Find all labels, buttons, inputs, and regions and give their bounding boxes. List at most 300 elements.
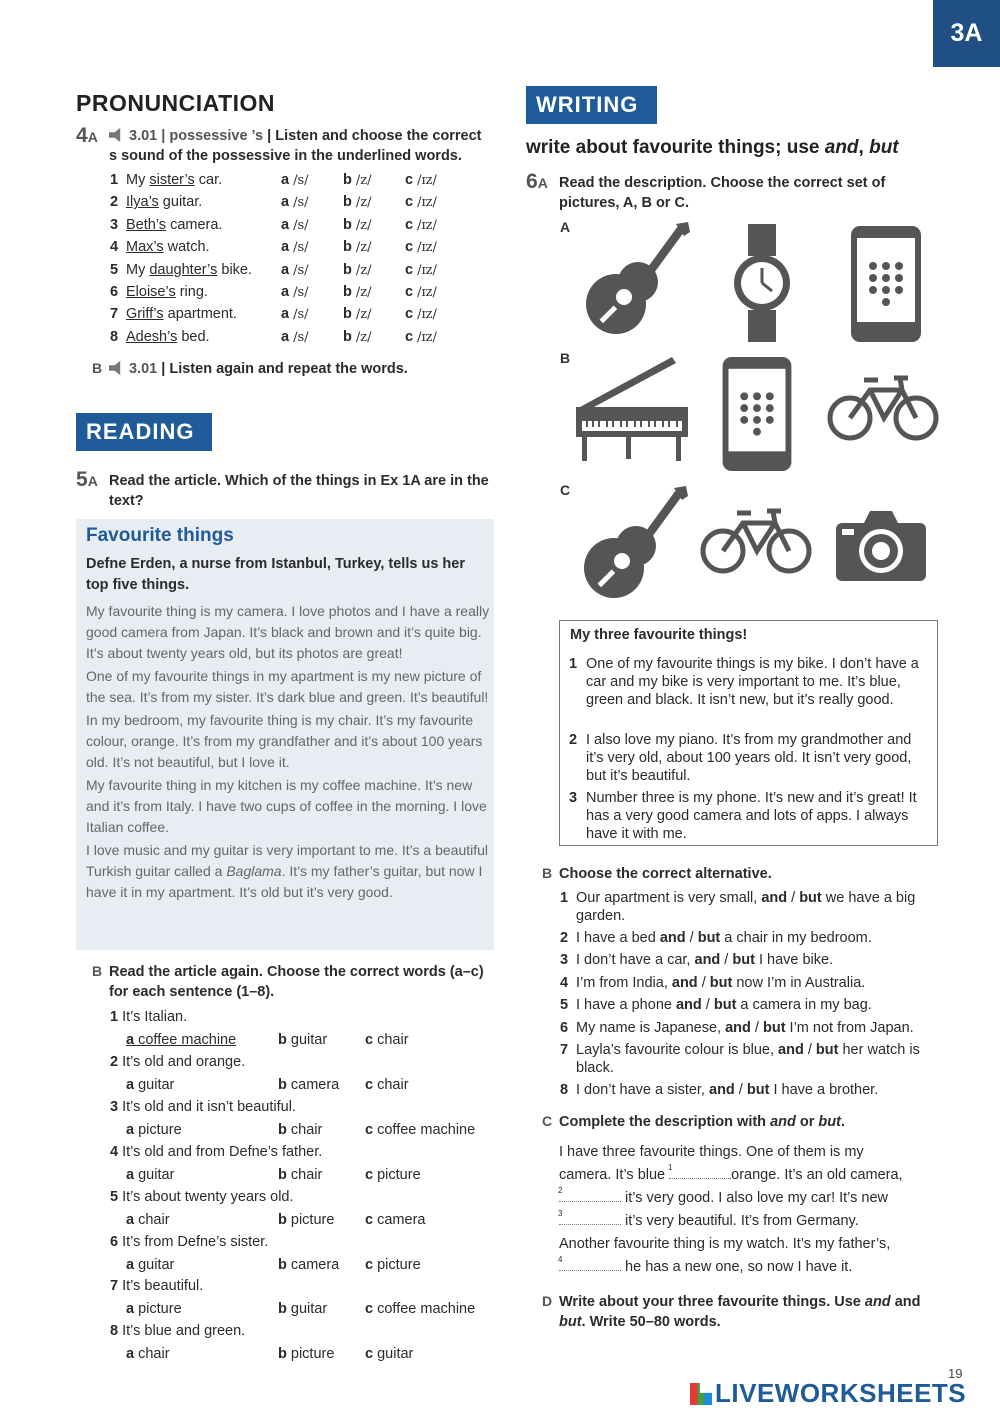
guitar-icon: [580, 222, 692, 344]
answer-option-b[interactable]: [278, 1074, 339, 1096]
option-word: guitar: [138, 1166, 175, 1183]
page-number: 19: [948, 1366, 963, 1381]
ex5b-instruction: Read the article again. Choose the correct words (a–c) for each sentence (1–8).: [109, 964, 484, 1000]
choice-and[interactable]: and: [778, 1042, 804, 1058]
option-word: chair: [138, 1346, 170, 1363]
option-c[interactable]: [405, 169, 437, 192]
ex4b-letter: B: [92, 360, 103, 376]
camera-icon: [836, 509, 926, 581]
choice-separator: /: [685, 930, 698, 946]
item-sentence: [576, 951, 940, 969]
sentence-post: I have bike.: [754, 952, 834, 968]
cloze-line: 2 it’s very good. I also love my car! It’s new: [558, 1186, 889, 1206]
option-c[interactable]: [405, 236, 437, 259]
item-number: 2: [560, 930, 569, 946]
answer-option-c[interactable]: [365, 1119, 475, 1141]
alternative-item: [560, 996, 940, 1014]
ex6b-letter: B: [542, 865, 553, 881]
option-letter: c: [365, 1346, 374, 1363]
option-letter: b: [343, 284, 352, 300]
answer-option-a[interactable]: [126, 1119, 182, 1141]
phrase-post: bed.: [177, 328, 210, 345]
option-letter: a: [126, 1076, 135, 1093]
choice-but[interactable]: but: [746, 1082, 770, 1098]
option-word: camera: [377, 1211, 426, 1228]
picture-set-label: C: [560, 482, 571, 498]
option-letter: c: [365, 1166, 374, 1183]
ex6a-instruction: Read the description. Choose the correct set of pictures, A, B or C.: [559, 175, 886, 211]
sentence-pre: I’m from India,: [576, 975, 672, 991]
sentence-pre: Our apartment is very small,: [576, 890, 762, 906]
article-paragraph: I love music and my guitar is very important to me. It’s a beautiful Turkish guitar called a Baglama. It’s my father’s guitar, but now I have it in my apartment. It’s old but it’s very good.: [86, 842, 489, 900]
option-letter: a: [126, 1121, 135, 1138]
answer-option-c[interactable]: [365, 1029, 409, 1051]
cloze-line: camera. It’s blue 1 orange. It’s an old camera,: [559, 1163, 903, 1183]
item-phrase: [126, 281, 208, 303]
option-letter: c: [365, 1032, 374, 1048]
option-sound: /s/: [293, 195, 309, 211]
piano-icon: [576, 357, 690, 463]
liveworksheets-icon: [690, 1383, 712, 1405]
question-row: [110, 1096, 296, 1118]
answer-option-c[interactable]: [365, 1298, 475, 1320]
pronunciation-row: [110, 259, 460, 281]
picture-set-label: B: [560, 350, 571, 366]
option-word: guitar: [290, 1032, 328, 1048]
item-number: 2: [110, 194, 119, 211]
option-letter: b: [278, 1346, 287, 1363]
phrase-post: ring.: [175, 284, 208, 300]
option-sound: /ɪz/: [417, 262, 437, 278]
option-sound: /s/: [293, 217, 309, 233]
gap-input[interactable]: 1: [669, 1166, 731, 1179]
option-word: picture: [377, 1256, 421, 1273]
option-letter: c: [365, 1211, 374, 1228]
answer-option-a[interactable]: [126, 1074, 174, 1096]
description-item: 3 Number three is my phone. It’s new and it’s great! It has a very good camera and lots of apps. I always have it with me.: [569, 790, 917, 842]
choice-separator: /: [734, 1082, 747, 1098]
item-number: 5: [110, 261, 119, 278]
answer-option-b[interactable]: [278, 1254, 339, 1276]
sentence-pre: I don’t have a car,: [576, 952, 695, 968]
option-a[interactable]: [281, 259, 309, 282]
article-title: Favourite things: [86, 525, 234, 546]
choice-and[interactable]: and: [671, 975, 698, 991]
item-phrase: [126, 214, 222, 236]
item-sentence: [576, 974, 940, 992]
choice-but[interactable]: but: [762, 1020, 786, 1036]
ex6c-letter: C: [542, 1113, 553, 1129]
item-sentence: [576, 1041, 940, 1077]
possessive-word: Eloise’s: [126, 284, 176, 300]
cloze-line: 4 he has a new one, so now I have it.: [558, 1255, 853, 1275]
option-word: chair: [377, 1076, 409, 1093]
question-row: [110, 1275, 203, 1297]
phrase-post: apartment.: [163, 306, 237, 323]
option-a[interactable]: [281, 214, 309, 237]
option-b[interactable]: [343, 169, 372, 192]
choice-but[interactable]: but: [815, 1042, 839, 1058]
phrase-pre: My: [126, 261, 150, 278]
option-c[interactable]: [405, 326, 437, 349]
option-sound: /z/: [355, 195, 372, 211]
option-letter: b: [278, 1032, 287, 1048]
item-number: 1: [110, 172, 119, 188]
question-row: [110, 1231, 268, 1253]
option-sound: /ɪz/: [417, 307, 437, 323]
option-sound: /ɪz/: [417, 195, 437, 211]
option-sound: /s/: [293, 329, 309, 345]
alternative-item: [560, 1081, 940, 1099]
liveworksheets-logo: LIVEWORKSHEETS: [690, 1378, 966, 1409]
option-letter: c: [405, 216, 414, 233]
answer-option-b[interactable]: [278, 1298, 327, 1320]
speaker-icon[interactable]: [109, 361, 125, 375]
option-letter: c: [405, 194, 414, 211]
item-phrase: [126, 259, 252, 281]
option-letter: b: [343, 306, 352, 323]
item-number: 8: [110, 328, 119, 345]
answer-option-a[interactable]: [126, 1029, 236, 1051]
phrase-pre: My: [126, 172, 150, 188]
choice-separator: /: [720, 952, 733, 968]
option-c[interactable]: [405, 303, 437, 326]
option-letter: a: [126, 1256, 135, 1273]
item-number: 6: [110, 284, 119, 300]
pronunciation-row: [110, 214, 460, 236]
option-letter: c: [365, 1256, 374, 1273]
item-phrase: [126, 236, 210, 258]
phone-icon: [851, 226, 921, 342]
choice-and[interactable]: and: [709, 1082, 735, 1098]
article-body: [86, 601, 491, 905]
item-phrase: [126, 326, 210, 348]
option-b[interactable]: [343, 236, 372, 259]
article-paragraph: One of my favourite things in my apartment is my new picture of the sea. It’s from my sister. It’s dark blue and green. It’s beautiful!: [86, 668, 489, 705]
sentence-post: I have a brother.: [769, 1082, 879, 1098]
phone-icon: [722, 357, 792, 471]
option-sound: /z/: [355, 173, 372, 188]
option-letter: b: [278, 1301, 287, 1318]
option-b[interactable]: [343, 303, 372, 326]
item-sentence: [576, 889, 940, 925]
option-a[interactable]: [281, 303, 309, 326]
gap-input[interactable]: 4: [559, 1258, 621, 1271]
cloze-line: Another favourite thing is my watch. It’s my father’s,: [559, 1236, 891, 1252]
question-text: It’s beautiful.: [122, 1278, 204, 1295]
option-letter: a: [281, 328, 290, 345]
option-sound: /z/: [355, 285, 372, 300]
option-sound: /s/: [293, 307, 309, 323]
sentence-post: we have a big garden.: [576, 890, 916, 924]
option-letter: a: [281, 194, 290, 211]
possessive-word: daughter’s: [149, 261, 218, 278]
alternative-item: [560, 951, 940, 969]
option-word: coffee machine: [377, 1121, 476, 1138]
option-word: guitar: [138, 1076, 175, 1093]
answer-option-c[interactable]: [365, 1343, 413, 1365]
option-letter: b: [343, 194, 352, 211]
phrase-post: guitar.: [158, 194, 203, 211]
sentence-post: I’m not from Japan.: [785, 1020, 914, 1036]
alternative-item: [560, 929, 940, 947]
question-row: [110, 1320, 245, 1342]
option-a[interactable]: [281, 281, 309, 304]
item-number: 1: [560, 890, 569, 906]
reading-banner: READING: [76, 413, 212, 451]
option-b[interactable]: [343, 191, 372, 214]
question-row: [110, 1141, 322, 1163]
question-text: It’s old and it isn’t beautiful.: [122, 1098, 296, 1115]
alternative-item: [560, 1041, 940, 1077]
option-letter: a: [281, 239, 290, 256]
article-paragraph: My favourite thing in my kitchen is my coffee machine. It’s new and it’s from Italy. I have two cups of coffee in the morning. I love Italian coffee.: [86, 777, 487, 835]
option-letter: c: [365, 1076, 374, 1093]
item-sentence: [576, 996, 940, 1014]
sentence-pre: I don’t have a sister,: [576, 1082, 709, 1098]
option-sound: /ɪz/: [417, 173, 437, 188]
option-letter: a: [281, 172, 290, 188]
sentence-post: her watch is black.: [576, 1042, 920, 1076]
question-number: 6: [110, 1233, 119, 1250]
answer-option-b[interactable]: [278, 1119, 322, 1141]
alternative-item: [560, 889, 940, 925]
ex4b-instruction: 3.01 | Listen again and repeat the words.: [109, 359, 408, 379]
option-c[interactable]: [405, 191, 437, 214]
description-item: 1 One of my favourite things is my bike. I don’t have a car and my bike is very important to me. It’s blue, green and black. It isn’t new, but it’s really good.: [569, 656, 919, 708]
option-letter: c: [405, 239, 414, 256]
question-text: It’s Italian.: [122, 1009, 188, 1025]
item-number: 3: [560, 952, 569, 968]
option-letter: a: [126, 1301, 135, 1318]
writing-subtitle: write about favourite things; use and, but: [526, 137, 899, 158]
ex5-number: 5A: [76, 468, 98, 491]
option-letter: b: [278, 1076, 287, 1093]
question-number: 4: [110, 1143, 119, 1160]
gap-input[interactable]: 3: [559, 1212, 621, 1225]
alternative-item: [560, 974, 940, 992]
question-number: 7: [110, 1278, 119, 1295]
option-letter: c: [365, 1121, 374, 1138]
item-sentence: [576, 1019, 940, 1037]
option-letter: a: [281, 284, 290, 300]
possessive-word: Beth’s: [126, 216, 167, 233]
question-number: 5: [110, 1188, 119, 1205]
item-sentence: [576, 1081, 940, 1099]
answer-option-a[interactable]: [126, 1343, 170, 1365]
item-phrase: [126, 191, 202, 213]
item-phrase: [126, 303, 237, 325]
ex6b-instruction: Choose the correct alternative.: [559, 866, 772, 882]
option-b[interactable]: [343, 326, 372, 349]
option-word: guitar: [138, 1256, 175, 1273]
question-number: 1: [110, 1009, 119, 1025]
question-row: [110, 1051, 245, 1073]
option-word: picture: [290, 1211, 335, 1228]
ex6-number: 6A: [526, 170, 548, 193]
option-letter: c: [405, 172, 414, 188]
choice-but[interactable]: but: [713, 997, 737, 1013]
ex6d-instruction: Write about your three favourite things. Use and and but. Write 50–80 words.: [559, 1294, 921, 1330]
choice-and[interactable]: and: [675, 997, 702, 1013]
option-b[interactable]: [343, 281, 372, 304]
answer-option-a[interactable]: [126, 1254, 174, 1276]
choice-separator: /: [697, 975, 710, 991]
ex6d-letter: D: [542, 1293, 553, 1309]
picture-set-label: A: [560, 219, 571, 235]
option-sound: /z/: [355, 262, 372, 278]
option-letter: a: [281, 261, 290, 278]
option-sound: /s/: [293, 262, 309, 278]
watch-icon: [734, 224, 790, 342]
answer-option-c[interactable]: [365, 1209, 425, 1231]
ex6c-instruction: Complete the description with and or but.: [559, 1114, 845, 1130]
option-letter: b: [278, 1166, 287, 1183]
answer-option-b[interactable]: [278, 1209, 334, 1231]
speaker-icon[interactable]: [109, 128, 125, 142]
sentence-post: a chair in my bedroom.: [720, 930, 872, 946]
choice-and[interactable]: and: [659, 930, 686, 946]
option-letter: b: [343, 239, 352, 256]
option-letter: b: [343, 328, 352, 345]
option-letter: a: [126, 1211, 135, 1228]
item-number: 8: [560, 1082, 569, 1098]
option-b[interactable]: [343, 214, 372, 237]
ex4a-instruction: 3.01 | possessive ’s | Listen and choose the correct s sound of the possessive in the underlined words.: [109, 128, 482, 164]
choice-and[interactable]: and: [725, 1020, 751, 1036]
item-number: 3: [110, 216, 119, 233]
item-number: 4: [560, 975, 569, 991]
question-text: It’s about twenty years old.: [122, 1188, 294, 1205]
option-word: picture: [138, 1301, 182, 1318]
option-sound: /z/: [355, 329, 372, 345]
option-word: chair: [377, 1032, 409, 1048]
question-row: [110, 1186, 294, 1208]
sentence-post: now I’m in Australia.: [732, 975, 866, 991]
option-sound: /s/: [293, 240, 309, 256]
possessive-word: Adesh’s: [126, 328, 178, 345]
option-sound: /s/: [293, 173, 309, 188]
answer-option-a[interactable]: [126, 1164, 174, 1186]
option-letter: c: [405, 261, 414, 278]
option-word: guitar: [290, 1301, 328, 1318]
option-sound: /s/: [293, 285, 309, 300]
choice-but[interactable]: but: [709, 975, 733, 991]
option-c[interactable]: [405, 259, 437, 282]
option-letter: a: [126, 1166, 135, 1183]
option-a[interactable]: [281, 191, 309, 214]
option-sound: /z/: [355, 217, 372, 233]
answer-option-b[interactable]: [278, 1343, 334, 1365]
item-phrase: [126, 169, 222, 191]
sentence-post: a camera in my bag.: [736, 997, 872, 1013]
choice-separator: /: [787, 890, 800, 906]
sentence-pre: I have a bed: [576, 930, 660, 946]
question-number: 3: [110, 1098, 119, 1115]
item-number: 4: [110, 239, 119, 256]
answer-option-b[interactable]: [278, 1164, 322, 1186]
option-letter: c: [365, 1301, 374, 1318]
option-letter: a: [281, 306, 290, 323]
option-b[interactable]: [343, 259, 372, 282]
item-number: 5: [560, 997, 569, 1013]
choice-but[interactable]: but: [799, 890, 822, 906]
question-text: It’s old and from Defne’s father.: [122, 1143, 323, 1160]
option-word: guitar: [377, 1346, 414, 1363]
choice-and[interactable]: and: [761, 890, 788, 906]
option-letter: c: [405, 284, 414, 300]
option-c[interactable]: [405, 281, 437, 304]
option-sound: /ɪz/: [417, 217, 437, 233]
answer-option-c[interactable]: [365, 1254, 421, 1276]
bike-icon: [826, 372, 940, 444]
answer-option-c[interactable]: [365, 1074, 409, 1096]
answer-option-a[interactable]: [126, 1209, 170, 1231]
answer-option-b[interactable]: [278, 1029, 327, 1051]
description-title: My three favourite things!: [570, 627, 748, 643]
option-a[interactable]: [281, 236, 309, 259]
option-word: picture: [290, 1346, 335, 1363]
answer-option-a[interactable]: [126, 1298, 182, 1320]
option-letter: b: [278, 1121, 287, 1138]
guitar-icon: [578, 486, 690, 608]
question-text: It’s from Defne’s sister.: [122, 1233, 269, 1250]
option-word: picture: [138, 1121, 182, 1138]
choice-but[interactable]: but: [732, 952, 755, 968]
item-number: 6: [560, 1020, 569, 1036]
writing-banner: WRITING: [526, 86, 657, 124]
sentence-pre: I have a phone: [576, 997, 676, 1013]
item-sentence: [576, 929, 940, 947]
option-sound: /z/: [355, 307, 372, 323]
sentence-pre: Layla’s favourite colour is blue,: [576, 1042, 779, 1058]
choice-separator: /: [750, 1020, 763, 1036]
ex5a-instruction: Read the article. Which of the things in Ex 1A are in the text?: [109, 473, 489, 509]
phrase-post: bike.: [217, 261, 253, 278]
option-letter: b: [343, 216, 352, 233]
pronunciation-heading: PRONUNCIATION: [76, 90, 276, 116]
option-letter: b: [343, 172, 352, 188]
option-sound: /ɪz/: [417, 285, 437, 300]
choice-but[interactable]: but: [697, 930, 721, 946]
choice-separator: /: [803, 1042, 816, 1058]
option-letter: a: [126, 1032, 135, 1048]
option-c[interactable]: [405, 214, 437, 237]
choice-separator: /: [701, 997, 714, 1013]
option-letter: c: [405, 306, 414, 323]
phrase-post: camera.: [166, 216, 223, 233]
option-letter: b: [278, 1256, 287, 1273]
option-word: picture: [377, 1166, 421, 1183]
description-item: 2 I also love my piano. It’s from my grandmother and it’s very old, about 100 years old. It isn’t very good, but it’s beautiful.: [569, 732, 912, 784]
cloze-line: 3 it’s very beautiful. It’s from Germany.: [558, 1209, 859, 1229]
pronunciation-row: [110, 303, 460, 325]
gap-input[interactable]: 2: [559, 1189, 621, 1202]
question-row: [110, 1006, 187, 1028]
choice-and[interactable]: and: [694, 952, 721, 968]
pronunciation-row: [110, 281, 460, 303]
option-word: chair: [290, 1166, 323, 1183]
article-paragraph: My favourite thing is my camera. I love photos and I have a really good camera from Japan. It’s black and brown and it’s quite big. It’s about twenty years old, but its photos are great!: [86, 603, 490, 661]
phrase-post: watch.: [163, 239, 210, 256]
answer-option-c[interactable]: [365, 1164, 421, 1186]
option-word: coffee machine: [138, 1032, 237, 1048]
option-letter: a: [281, 216, 290, 233]
option-a[interactable]: [281, 169, 309, 192]
cloze-line: I have three favourite things. One of them is my: [559, 1144, 864, 1160]
alternative-item: [560, 1019, 940, 1037]
option-a[interactable]: [281, 326, 309, 349]
